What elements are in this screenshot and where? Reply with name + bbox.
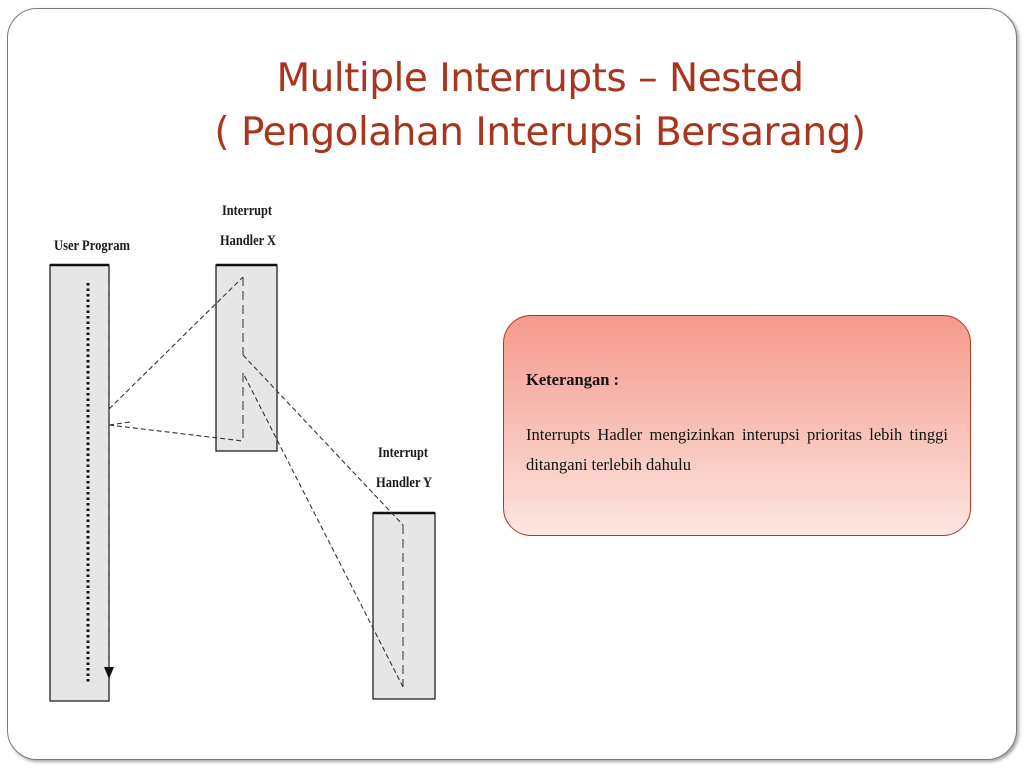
slide-title: [60, 52, 1020, 160]
user-program-label: User Program: [54, 238, 131, 254]
handler-x-label-line1: Interrupt: [222, 203, 273, 219]
title-line-1: Multiple Interrupts – Nested: [276, 56, 804, 101]
handler-y-label-line1: Interrupt: [378, 445, 429, 461]
nested-interrupt-diagram: [30, 195, 460, 740]
explanation-callout: [503, 315, 971, 536]
handler-x-label-line2: Handler X: [220, 233, 277, 249]
handler-y-box: [373, 513, 435, 699]
callout-heading: Keterangan :: [526, 370, 620, 389]
callout-body: Interrupts Hadler mengizinkan interupsi prioritas lebih tinggi ditangani terlebih dahulu: [526, 425, 948, 474]
handler-y-label-line2: Handler Y: [376, 475, 433, 491]
user-program-box: [50, 265, 109, 701]
title-line-2: ( Pengolahan Interupsi Bersarang): [214, 110, 866, 155]
